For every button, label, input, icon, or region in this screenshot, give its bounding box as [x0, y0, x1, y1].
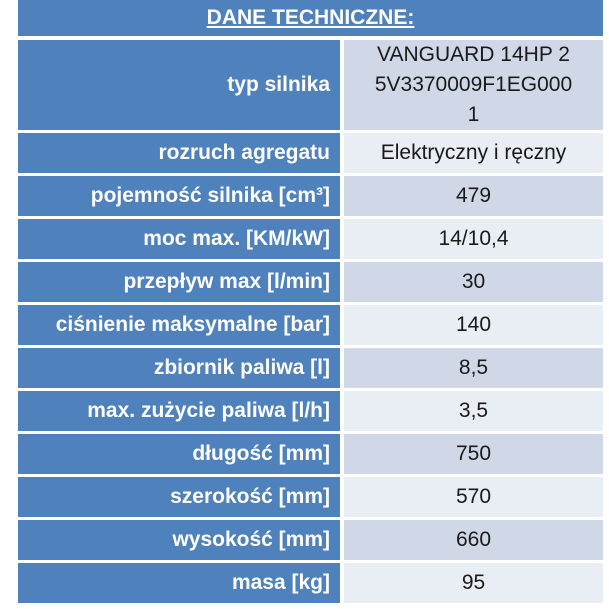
row-label: pojemność silnika [cm³]: [18, 176, 344, 216]
table-row: [18, 219, 603, 259]
spec-sheet: [18, 0, 603, 606]
table-row: [18, 434, 603, 474]
row-label: zbiornik paliwa [l]: [18, 348, 344, 388]
row-label: ciśnienie maksymalne [bar]: [18, 305, 344, 345]
row-label: wysokość [mm]: [18, 520, 344, 560]
table-row: [18, 477, 603, 517]
table-row: [18, 176, 603, 216]
row-value: 750: [344, 434, 603, 474]
row-value: 14/10,4: [344, 219, 603, 259]
row-label: przepływ max [l/min]: [18, 262, 344, 302]
spec-table: [18, 37, 603, 606]
row-value: Elektryczny i ręczny: [344, 133, 603, 173]
title-bar: [18, 0, 603, 36]
row-label: rozruch agregatu: [18, 133, 344, 173]
row-value: 3,5: [344, 391, 603, 431]
row-value: 570: [344, 477, 603, 517]
row-value: 140: [344, 305, 603, 345]
table-row: [18, 133, 603, 173]
row-value: 479: [344, 176, 603, 216]
row-label: szerokość [mm]: [18, 477, 344, 517]
row-value: 8,5: [344, 348, 603, 388]
row-label: masa [kg]: [18, 563, 344, 603]
table-row: [18, 348, 603, 388]
row-label: długość [mm]: [18, 434, 344, 474]
table-row: [18, 262, 603, 302]
page-title: DANE TECHNICZNE:: [206, 6, 415, 29]
row-label: typ silnika: [18, 40, 344, 130]
row-value: 30: [344, 262, 603, 302]
row-label: moc max. [KM/kW]: [18, 219, 344, 259]
table-row: [18, 391, 603, 431]
row-value: [344, 40, 603, 130]
table-row: [18, 563, 603, 603]
engine-type-value: VANGUARD 14HP 25V3370009F1EG0001: [374, 43, 573, 126]
row-value: 95: [344, 563, 603, 603]
row-value: 660: [344, 520, 603, 560]
table-row: [18, 40, 603, 130]
row-label: max. zużycie paliwa [l/h]: [18, 391, 344, 431]
table-row: [18, 520, 603, 560]
table-row: [18, 305, 603, 345]
